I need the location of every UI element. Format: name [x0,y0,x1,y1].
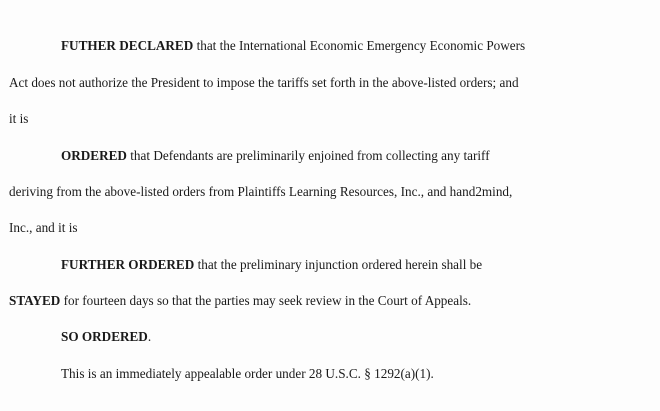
stayed-text: STAYED [9,293,61,308]
further-ordered-line-1-text: that the preliminary injunction ordered herein shall be [194,257,483,272]
para-declared-line-2: Act does not authorize the President to impose the tariffs set forth in the above-listed orders; and [9,75,519,90]
para-ordered-line-2: deriving from the above-listed orders from Plaintiffs Learning Resources, Inc., and hand2mind, [9,184,513,199]
so-ordered-period: . [147,329,152,344]
so-ordered-heading: SO ORDERED [61,329,148,344]
para-further-ordered-line-2 [9,292,471,310]
para-declared-line-1 [61,37,525,55]
further-ordered-line-2-text: for fourteen days so that the parties may seek review in the Court of Appeals. [60,293,472,308]
para-ordered-line-1 [61,147,490,165]
further-ordered-heading: FURTHER ORDERED [61,257,195,272]
so-ordered [61,328,151,346]
para-declared-line-3: it is [9,111,29,126]
ordered-line-1-text: that Defendants are preliminarily enjoined from collecting any tariff [126,148,490,163]
declared-line-1-text: that the International Economic Emergency Economic Powers [193,38,526,53]
appealable-order-line: This is an immediately appealable order under 28 U.S.C. § 1292(a)(1). [61,366,434,381]
ordered-heading: ORDERED [61,148,127,163]
para-further-ordered-line-1 [61,256,482,274]
para-ordered-line-3: Inc., and it is [9,220,78,235]
declared-heading: FUTHER DECLARED [61,38,194,53]
